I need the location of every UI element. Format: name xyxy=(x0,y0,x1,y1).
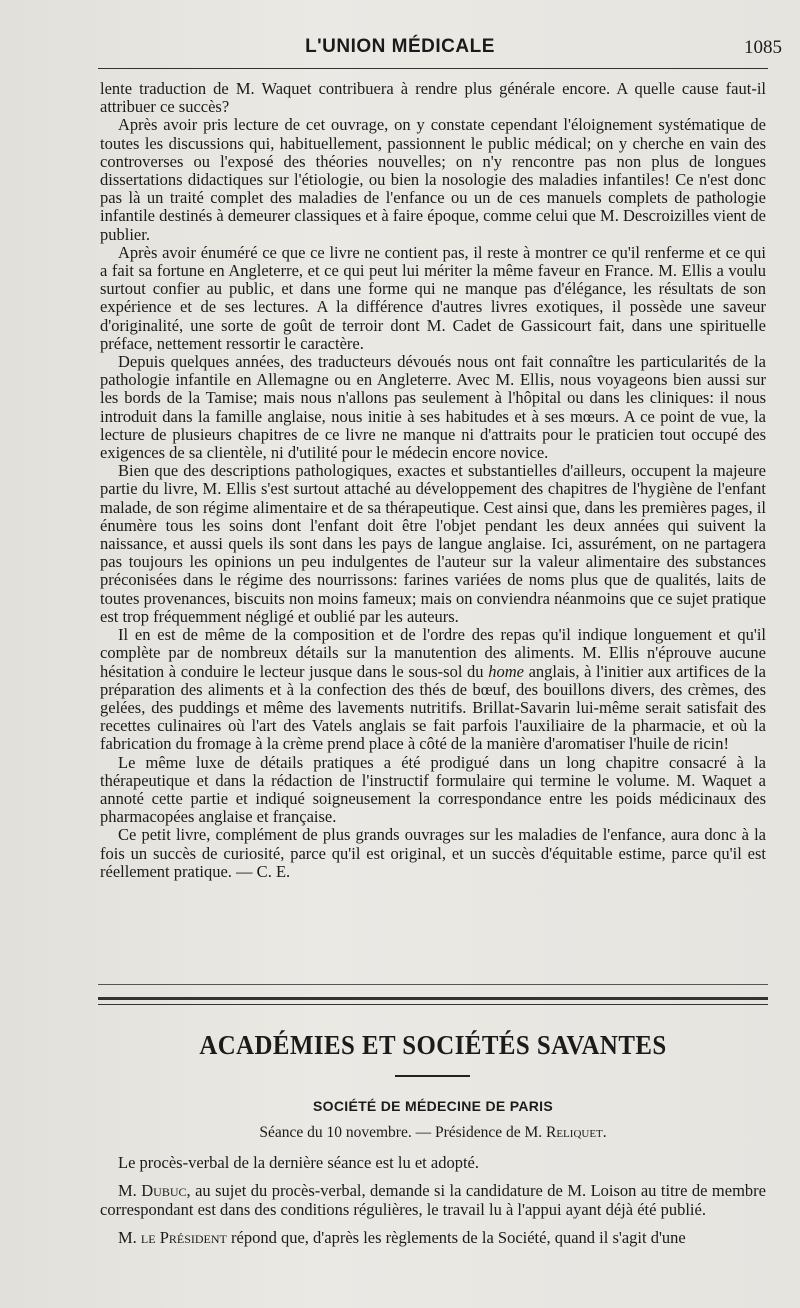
book-review-article xyxy=(100,80,766,881)
italic-word: home xyxy=(488,661,524,681)
page-number: 1085 xyxy=(744,37,782,58)
minutes-text: répond que, d'après les règlements de la Société, quand il s'agit d'une xyxy=(226,1228,686,1247)
article-paragraph: Depuis quelques années, des traducteurs dévoués nous ont fait connaître les particularités de la pathologie infantile en Allemagne ou en Angleterre. Avec M. Ellis, nous voyageons bien aussi sur les bords de la Tamise; mais nous n'allons pas seulement à l'hôpital ou dans les cliniques: il nous introduit dans la famille anglaise, nous initie à ses habitudes et à ses mœurs. A ce point de vue, la lecture de plusieurs chapitres de ce livre ne manque ni d'attraits pour le praticien tout occupé des exigences de sa clientèle, ni d'utilité pour le médecin encore novice. xyxy=(100,352,766,463)
title-underline xyxy=(395,1075,470,1077)
speaker-prefix: M. xyxy=(118,1181,142,1200)
header-rule xyxy=(98,68,768,69)
article-paragraph: Bien que des descriptions pathologiques, exactes et substantielles d'ailleurs, occupent la majeure partie du livre, M. Ellis s'est surtout attaché au développement des chapitres de l'hygiène de l'enfant malade, de son régime alimentaire et de sa thérapeutique. Cest ainsi que, dans les premières pages, il énumère tous les soins dont l'enfant doit être l'objet pendant les deux années qui suivent la naissance, et aussi quels ils sont dans les pays de langue anglaise. Ici, assurément, on ne partagera pas toujours les opinions un peu indulgentes de l'auteur sur la valeur alimentaire des substances préconisées dans le régime des nourrissons: farines variées de noms plus que de qualités, laits de toutes provenances, biscuits non moins fameux; mais on conviendra néanmoins que ce sujet pratique est trop fréquemment négligé et oublié par les auteurs. xyxy=(100,461,766,626)
article-paragraph: Après avoir pris lecture de cet ouvrage, on y constate cependant l'éloignement systématique de toutes les discussions qui, habituellement, passionnent le public médical; on y cherche en vain des controverses ou l'exposé des théories nouvelles; on n'y rencontre pas non plus de longues dissertations didactiques sur l'étiologie, ou bien la nosologie des maladies infantiles! Ce n'est donc pas là un traité complet des maladies de l'enfance ou un de ces manuels complets de pathologie infantile destinés à demeurer classiques et à faire époque, comme celui que M. Descroizilles vient de publier. xyxy=(100,115,766,244)
speaker-name: Dubuc, xyxy=(141,1181,191,1200)
paragraph-text: anglais, à l'initier aux artifices de la préparation des aliments et à la confection des thés de bœuf, des bouillons divers, des crèmes, des gelées, des puddings et même des lavements nutritifs. Brillat-Savarin lui-même serait satisfait des recettes culinaires où l'art des Vatels anglais se fait parfois l'auxiliaire de la pharmacie, et où la fabrication du fromage à la crème prend place à côté de la manière d'aromatiser l'huile de ricin! xyxy=(100,661,767,754)
article-paragraph: Après avoir énuméré ce que ce livre ne contient pas, il reste à montrer ce qu'il renferme et ce qui a fait sa fortune en Angleterre, et ce qui peut lui mériter la même faveur en France. M. Ellis a voulu surtout confier au public, et dans une forme qui ne manque pas d'élégance, les résultats de son expérience et de ses lectures. A la différence d'autres livres exotiques, il possède une saveur d'originalité, une sorte de goût de terroir dont M. Cadet de Gassicourt fait, dans une spirituelle préface, nettement ressortir le caractère. xyxy=(100,242,766,353)
society-heading: SOCIÉTÉ DE MÉDECINE DE PARIS xyxy=(313,1098,553,1114)
president-name: Reliquet. xyxy=(546,1124,607,1141)
minutes-paragraph: Le procès-verbal de la dernière séance est lu et adopté. xyxy=(118,1153,479,1172)
speaker-name: le Président xyxy=(140,1228,227,1247)
article-end-rule xyxy=(98,984,768,985)
journal-title: L'UNION MÉDICALE xyxy=(305,36,495,57)
section-double-rule xyxy=(98,997,768,1005)
paragraph-text: Il en est de même de la composition et de l'ordre des repas qu'il indique longuement et qu'il complète par de nombreux détails sur la manutention des aliments. M. Ellis n'éprouve aucune hésitation à conduire le lecteur jusque dans le sous-sol du xyxy=(100,625,766,681)
article-paragraph: lente traduction de M. Waquet contribuera à rendre plus générale encore. A quelle cause faut-il attribuer ce succès? xyxy=(100,79,766,117)
minutes-text: au sujet du procès-verbal, demande si la candidature de M. Loison au titre de membre correspondant est dans des conditions régulières, le travail lu à l'appui ayant déjà été publié. xyxy=(100,1181,766,1219)
article-paragraph: Le même luxe de détails pratiques a été prodigué dans un long chapitre consacré à la thérapeutique et dans la rédaction de l'instructif formulaire qui termine le volume. M. Waquet a annoté cette partie et indiqué soigneusement la correspondance entre les poids médicinaux des pharmacopées anglaise et française. xyxy=(100,752,766,827)
speaker-prefix: M. xyxy=(118,1228,141,1247)
article-paragraph: Ce petit livre, complément de plus grands ouvrages sur les maladies de l'enfance, aura donc à la fois un succès de curiosité, parce qu'il est original, et un succès d'équitable estime, parce qu'il est réellement pratique. — C. E. xyxy=(100,825,766,881)
article-paragraph-with-italic xyxy=(100,626,766,753)
running-head xyxy=(0,36,800,66)
section-title: ACADÉMIES ET SOCIÉTÉS SAVANTES xyxy=(199,1030,667,1060)
minutes-paragraph xyxy=(100,1228,766,1247)
meeting-minutes xyxy=(100,1153,766,1247)
seance-line xyxy=(100,1124,766,1142)
minutes-paragraph xyxy=(100,1181,766,1219)
seance-text: Séance du 10 novembre. — Présidence de M. xyxy=(259,1124,546,1141)
